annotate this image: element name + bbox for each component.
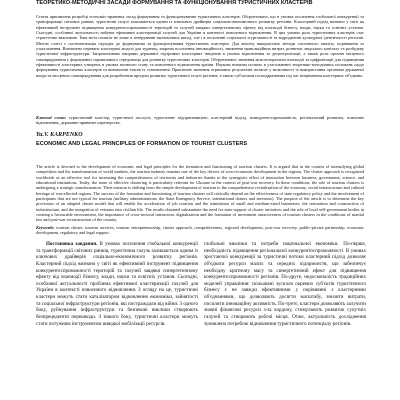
section-lead: Постановка завдання. bbox=[46, 241, 98, 247]
article-title-en: ECONOMIC AND LEGAL PRINCIPLES OF FORMATION OF TOURIST CLUSTERS bbox=[36, 141, 248, 147]
keywords-en-text: tourism cluster, tourism services, tourism entrepreneurship, cluster approach, competitiveness, regional development, post-war recovery, public-private partnership, economic development, regulatory and legal support. bbox=[36, 225, 364, 236]
body-text-left: В умовах посилення глобальної конкуренції та трансформації світових ринків, туристична галузь залишається одним із ключових драйверів соціально-економічного розвитку регіонів. Кластерний підхід визнано у світі як ефективний інструмент підвищення конкурентоспроможності територій та галузей завдяки синергетичному ефекту від взаємодії бізнесу, влади, науки та освітніх установ. Сьогодні, особливої актуальності проблема ефективної кластеризації галузей для України в контексті повоєнного відновлення. З огляду на це, туристичні кластери можуть стати каталізатором відновлення економіки, зайнятості та соціальної інфраструктури регіонів, які постраждали від війни. З одного боку, руйнування інфраструктури та безпекові виклики створюють безпрецедентні перешкоди. З іншого боку, туристичні кластери можуть стати потужним інструментом швидкої мобілізації ресурсів. bbox=[36, 241, 199, 327]
keywords-ua-text: туристичний кластер, туристичні послуги, туристичне підприємництво, кластерний підхід, конкурентоспроможність, регіональний розвиток, повоєнне відновлення, державно-приватне партнерство. bbox=[36, 115, 364, 126]
keywords-ua-label: Ключові слова: bbox=[36, 115, 67, 120]
body-column-right bbox=[204, 241, 366, 327]
body-paragraph bbox=[36, 241, 198, 327]
article-title-ua: ТЕОРЕТИКО-МЕТОДИЧНІ ЗАСАДИ ФОРМУВАННЯ ТА ФУНКЦІОНУВАННЯ ТУРИСТИЧНИХ КЛАСТЕРІВ bbox=[36, 0, 313, 6]
abstract-ua: Стаття присвячена розробці economic-правових засад формування та функціонування туристичних кластерів. Обґрунтовано, що в умовах посилення глобальної конкуренції та трансформації світових ринків, туристичні галузі залишаються одним із ключових драйверів соціально-економічного розвитку регіонів. Кластерний підхід визнано у світі як ефективний інструмент підвищення конкурентоспроможності територій та галузей завдяки синергетичному ефекту від взаємодії бізнесу, влади, науки та освітніх установ. Сьогодні, особливої актуальності набуває ефективні кластеризації галузей для України в контексті повоєнного відновлення. В цих умовах роль туристичних кластерів стає стратегічно важливою. Їхня мета полягає не лише в генеруванні економічних вигод, але і в посиленні соціальної згуртованості та відродженні культурної ідентичності регіонів. Метою статті є систематизація підходів до формування та функціонування туристичних кластерів. Для аналізу використано методи системного аналізу, порівняння та узагальнення. Визначено переваги кластерної моделі для туризму, зокрема посилення інноваційності, зниження трансакційних витрат, розвиток людського капіталу та розбудову туристичної інфраструктури. Запропоновано напрями державної підтримки кластерних ініціатив в умовах відновлення та децентралізації, а також роль органів місцевого самоврядування у формуванні сприятливого середовища для розвитку туристичних кластерів. Обґрунтовано значення міжсекторальної взаємодії та цифровізації для підвищення ефективності кластерних утворень в умовах воєнного стану та повоєнного відновлення країни. Наукова новизна полягає в узагальненні теоретико-методичних положень щодо формування туристичних кластерів та визначенні етапів їх становлення. Практичне значення отриманих результатів полягає у можливості їх використання органами державної влади та місцевого самоврядування для розроблення програм розвитку туристичної галузі регіонів, а також суб'єктами господарювання під час ініціювання кластерних об'єднань. bbox=[36, 14, 364, 78]
keywords-en bbox=[36, 225, 364, 236]
abstract-en: The article is devoted to the development of economic and legal principles for the formation and functioning of tourism clusters. It is argued that in the context of intensifying global competition and the transformation of world markets, the tourism industry remains one of the key drivers of socio-economic development in the regions. The cluster approach is recognized worldwide as an effective tool for increasing the competitiveness of territories and industries thanks to the synergistic effect of interaction between business, government, science, and educational institutions. Today, the issue of effective clustering is particularly relevant for Ukraine in the context of post-war recovery. In these conditions, the role of tourism clusters is undergoing a strategic transformation. Their mission is shifting from the simple development of tourism to the comprehensive revitalization of the economy, social infrastructure and cultural heritage of war-affected regions. The success of the formation and functioning of tourism clusters will critically depend on the effectiveness of state regulatory policy and the involvement of participants that are not typical for tourism (military administrations, the State Emergency Service, international donors and investors). The purpose of the article is to determine the key provisions of an adapted cluster model that will enable the acceleration of job creation and the stimulation of small and medium-sized businesses, the restoration and construction of infrastructure, and the integration of veterans into civilian life. The results obtained substantiate the need for state support of cluster initiatives and the role of local self-government bodies in creating a favourable environment, the importance of cross-sectoral interaction, digitalization and the formation of investment attractiveness of tourism clusters in the conditions of martial law and post-war reconstruction of the country. bbox=[36, 164, 364, 223]
body-paragraph bbox=[204, 241, 366, 327]
keywords-ua bbox=[36, 115, 364, 126]
keywords-en-label: Keywords: bbox=[36, 225, 55, 230]
body-column-left bbox=[36, 241, 198, 327]
author-name: Yu.V. KARPENKO bbox=[36, 132, 83, 138]
body-text-right: глобальні виклики та потреби національної економіки. По-перше, необхідність підвищення регіональної конкурентоспроможності. В умовах зростаючої конкуренції за туристичні потоки кластерний підхід дозволяє об'єднати ресурси малих та середніх підприємств, що забезпечує необхідну критичну масу та синергетичний ефект для підвищення конкурентоспроможності регіонів. По-друге, недосконалість традиційних моделей управління: ізольовані зусилля окремих суб'єктів туристичного бізнесу є не завжди ефективними у порівнянні з кластерними об'єднаннями, що дозволяють досягти масштабу, знизити витрати, посилити інноваційну активність. По-третє, кластери дозволяють залучити значні фінансові ресурси з-за кордону, стимулюють розвиток супутніх галузей та створюють робочі місця. Отже, актуальність дослідження зумовлена потребою відновлення туристичного потенціалу регіонів. bbox=[204, 241, 366, 327]
